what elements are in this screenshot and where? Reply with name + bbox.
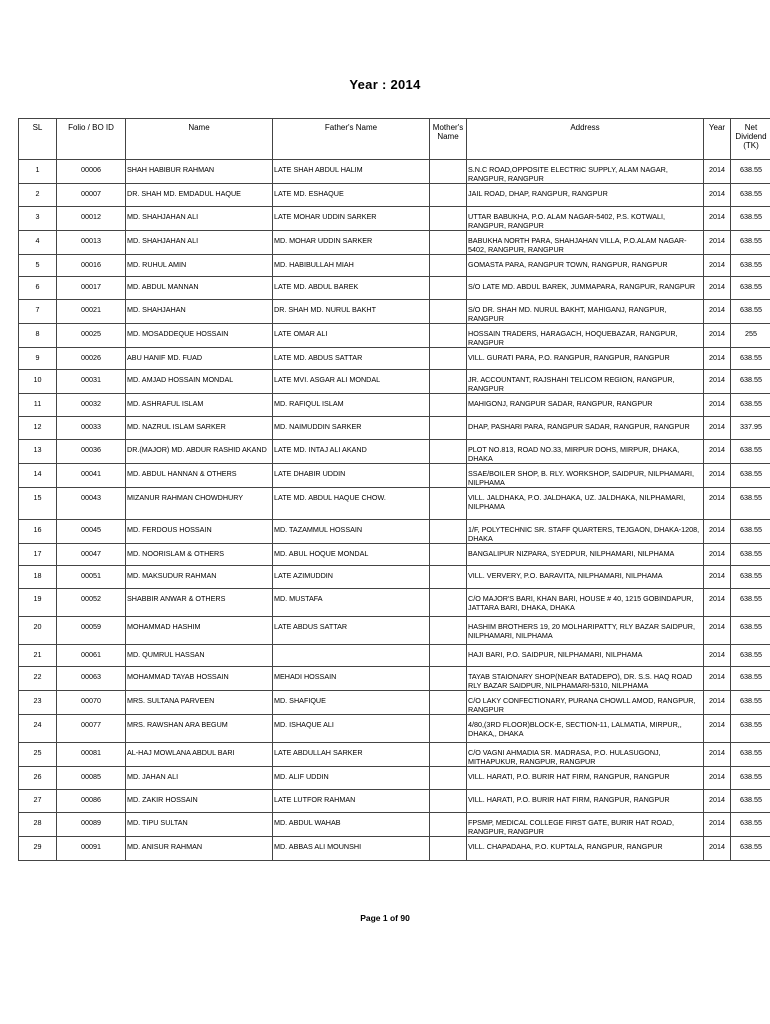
table-row [19, 370, 770, 394]
father-cell: MD. RAFIQUL ISLAM [273, 394, 430, 417]
father-cell: MD. MUSTAFA [273, 588, 430, 616]
address-cell: C/O MAJOR'S BARI, KHAN BARI, HOUSE # 40, 1215 GOBINDAPUR, JATTARA BARI, DHAKA, DHAKA [467, 588, 704, 616]
year-cell: 2014 [704, 463, 731, 487]
dividend-table [18, 118, 770, 861]
dividend-cell: 638.55 [731, 519, 770, 543]
sl-cell: 8 [19, 323, 57, 347]
table-row [19, 394, 770, 417]
address-cell: S.N.C ROAD,OPPOSITE ELECTRIC SUPPLY, ALAM NAGAR, RANGPUR, RANGPUR [467, 160, 704, 184]
sl-cell: 14 [19, 463, 57, 487]
year-cell: 2014 [704, 370, 731, 394]
dividend-cell: 638.55 [731, 644, 770, 667]
folio-cell: 00036 [57, 439, 126, 463]
name-cell: MD. TIPU SULTAN [126, 812, 273, 836]
table-row [19, 519, 770, 543]
name-cell: SHABBIR ANWAR & OTHERS [126, 588, 273, 616]
year-cell: 2014 [704, 789, 731, 812]
year-cell: 2014 [704, 299, 731, 323]
year-cell: 2014 [704, 767, 731, 790]
sl-cell: 3 [19, 206, 57, 230]
folio-cell: 00016 [57, 254, 126, 277]
table-row [19, 566, 770, 589]
sl-cell: 2 [19, 184, 57, 207]
father-cell: MD. SHAFIQUE [273, 691, 430, 715]
name-cell: MD. NOORISLAM & OTHERS [126, 543, 273, 566]
dividend-cell: 255 [731, 323, 770, 347]
year-cell: 2014 [704, 743, 731, 767]
name-cell: MIZANUR RAHMAN CHOWDHURY [126, 487, 273, 519]
year-cell: 2014 [704, 206, 731, 230]
father-cell: MD. ABUL HOQUE MONDAL [273, 543, 430, 566]
name-cell: MD. MOSADDEQUE HOSSAIN [126, 323, 273, 347]
dividend-cell: 638.55 [731, 230, 770, 254]
folio-cell: 00017 [57, 277, 126, 300]
father-cell: LATE MD. ABDUL HAQUE CHOW. [273, 487, 430, 519]
father-cell: DR. SHAH MD. NURUL BAKHT [273, 299, 430, 323]
table-row [19, 160, 770, 184]
address-cell: VILL. HARATI, P.O. BURIR HAT FIRM, RANGPUR, RANGPUR [467, 767, 704, 790]
mother-cell [430, 254, 467, 277]
year-cell: 2014 [704, 588, 731, 616]
sl-cell: 28 [19, 812, 57, 836]
father-cell: MD. ISHAQUE ALI [273, 715, 430, 743]
sl-cell: 10 [19, 370, 57, 394]
father-cell: LATE DHABIR UDDIN [273, 463, 430, 487]
sl-cell: 17 [19, 543, 57, 566]
dividend-cell: 638.55 [731, 160, 770, 184]
header-name: Name [126, 119, 273, 160]
sl-cell: 11 [19, 394, 57, 417]
sl-cell: 27 [19, 789, 57, 812]
dividend-cell: 638.55 [731, 206, 770, 230]
mother-cell [430, 743, 467, 767]
table-row [19, 715, 770, 743]
mother-cell [430, 370, 467, 394]
address-cell: VILL. JALDHAKA, P.O. JALDHAKA, UZ. JALDHAKA, NILPHAMARI, NILPHAMA [467, 487, 704, 519]
address-cell: VILL. HARATI, P.O. BURIR HAT FIRM, RANGPUR, RANGPUR [467, 789, 704, 812]
year-cell: 2014 [704, 487, 731, 519]
header-dividend: Net Dividend (TK) [731, 119, 770, 160]
mother-cell [430, 184, 467, 207]
name-cell: MRS. RAWSHAN ARA BEGUM [126, 715, 273, 743]
name-cell: MD. JAHAN ALI [126, 767, 273, 790]
table-header-row [19, 119, 770, 160]
folio-cell: 00070 [57, 691, 126, 715]
year-cell: 2014 [704, 347, 731, 370]
folio-cell: 00033 [57, 416, 126, 439]
table-row [19, 588, 770, 616]
name-cell: MD. ABDUL MANNAN [126, 277, 273, 300]
folio-cell: 00085 [57, 767, 126, 790]
sl-cell: 13 [19, 439, 57, 463]
folio-cell: 00063 [57, 667, 126, 691]
name-cell: SHAH HABIBUR RAHMAN [126, 160, 273, 184]
header-mother: Mother's Name [430, 119, 467, 160]
folio-cell: 00047 [57, 543, 126, 566]
mother-cell [430, 160, 467, 184]
father-cell: LATE ABDULLAH SARKER [273, 743, 430, 767]
sl-cell: 1 [19, 160, 57, 184]
mother-cell [430, 789, 467, 812]
mother-cell [430, 299, 467, 323]
header-folio: Folio / BO ID [57, 119, 126, 160]
sl-cell: 20 [19, 616, 57, 644]
name-cell: ABU HANIF MD. FUAD [126, 347, 273, 370]
mother-cell [430, 588, 467, 616]
table-row [19, 347, 770, 370]
table-row [19, 543, 770, 566]
address-cell: C/O LAKY CONFECTIONARY, PURANA CHOWLL AMOD, RANGPUR, RANGPUR [467, 691, 704, 715]
dividend-cell: 638.55 [731, 767, 770, 790]
dividend-cell: 638.55 [731, 616, 770, 644]
sl-cell: 25 [19, 743, 57, 767]
father-cell: LATE MOHAR UDDIN SARKER [273, 206, 430, 230]
dividend-cell: 638.55 [731, 439, 770, 463]
mother-cell [430, 347, 467, 370]
mother-cell [430, 767, 467, 790]
folio-cell: 00091 [57, 836, 126, 860]
dividend-cell: 638.55 [731, 789, 770, 812]
address-cell: VILL. CHAPADAHA, P.O. KUPTALA, RANGPUR, RANGPUR [467, 836, 704, 860]
mother-cell [430, 487, 467, 519]
address-cell: MAHIGONJ, RANGPUR SADAR, RANGPUR, RANGPUR [467, 394, 704, 417]
year-cell: 2014 [704, 812, 731, 836]
table-row [19, 812, 770, 836]
address-cell: UTTAR BABUKHA, P.O. ALAM NAGAR-5402, P.S. KOTWALI, RANGPUR, RANGPUR [467, 206, 704, 230]
table-row [19, 323, 770, 347]
year-cell: 2014 [704, 230, 731, 254]
father-cell: LATE MD. INTAJ ALI AKAND [273, 439, 430, 463]
dividend-cell: 638.55 [731, 743, 770, 767]
sl-cell: 22 [19, 667, 57, 691]
father-cell: MD. ABBAS ALI MOUNSHI [273, 836, 430, 860]
name-cell: AL-HAJ MOWLANA ABDUL BARI [126, 743, 273, 767]
table-row [19, 184, 770, 207]
sl-cell: 19 [19, 588, 57, 616]
sl-cell: 4 [19, 230, 57, 254]
year-cell: 2014 [704, 691, 731, 715]
dividend-cell: 638.55 [731, 254, 770, 277]
name-cell: MD. RUHUL AMIN [126, 254, 273, 277]
table-row [19, 277, 770, 300]
address-cell: S/O LATE MD. ABDUL BAREK, JUMMAPARA, RANGPUR, RANGPUR [467, 277, 704, 300]
mother-cell [430, 439, 467, 463]
folio-cell: 00059 [57, 616, 126, 644]
folio-cell: 00089 [57, 812, 126, 836]
dividend-cell: 638.55 [731, 394, 770, 417]
address-cell: HASHIM BROTHERS 19, 20 MOLHARIPATTY, RLY BAZAR SAIDPUR, NILPHAMARI, NILPHAMA [467, 616, 704, 644]
header-sl: SL [19, 119, 57, 160]
table-row [19, 836, 770, 860]
address-cell: VILL. VERVERY, P.O. BARAVITA, NILPHAMARI, NILPHAMA [467, 566, 704, 589]
sl-cell: 12 [19, 416, 57, 439]
name-cell: DR.(MAJOR) MD. ABDUR RASHID AKAND [126, 439, 273, 463]
folio-cell: 00012 [57, 206, 126, 230]
sl-cell: 18 [19, 566, 57, 589]
dividend-cell: 638.55 [731, 347, 770, 370]
address-cell: TAYAB STAIONARY SHOP(NEAR BATADEPO), DR. S.S. HAQ ROAD RLY BAZAR SAIDPUR, NILPHAMARI-5310, NILPHAMA [467, 667, 704, 691]
folio-cell: 00041 [57, 463, 126, 487]
dividend-cell: 638.55 [731, 277, 770, 300]
mother-cell [430, 519, 467, 543]
father-cell: LATE MD. ABDUL BAREK [273, 277, 430, 300]
address-cell: VILL. GURATI PARA, P.O. RANGPUR, RANGPUR, RANGPUR [467, 347, 704, 370]
father-cell: MD. ALIF UDDIN [273, 767, 430, 790]
dividend-cell: 337.95 [731, 416, 770, 439]
year-cell: 2014 [704, 836, 731, 860]
mother-cell [430, 566, 467, 589]
table-row [19, 743, 770, 767]
name-cell: MOHAMMAD HASHIM [126, 616, 273, 644]
father-cell: LATE SHAH ABDUL HALIM [273, 160, 430, 184]
sl-cell: 9 [19, 347, 57, 370]
address-cell: DHAP, PASHARI PARA, RANGPUR SADAR, RANGPUR, RANGPUR [467, 416, 704, 439]
sl-cell: 5 [19, 254, 57, 277]
father-cell: LATE AZIMUDDIN [273, 566, 430, 589]
sl-cell: 24 [19, 715, 57, 743]
table-row [19, 463, 770, 487]
name-cell: MD. SHAHJAHAN ALI [126, 206, 273, 230]
father-cell [273, 644, 430, 667]
year-cell: 2014 [704, 394, 731, 417]
name-cell: MD. ABDUL HANNAN & OTHERS [126, 463, 273, 487]
address-cell: HAJI BARI, P.O. SAIDPUR, NILPHAMARI, NILPHAMA [467, 644, 704, 667]
table-row [19, 254, 770, 277]
year-cell: 2014 [704, 543, 731, 566]
address-cell: PLOT NO.813, ROAD NO.33, MIRPUR DOHS, MIRPUR, DHAKA, DHAKA [467, 439, 704, 463]
folio-cell: 00025 [57, 323, 126, 347]
sl-cell: 6 [19, 277, 57, 300]
table-row [19, 299, 770, 323]
mother-cell [430, 715, 467, 743]
mother-cell [430, 416, 467, 439]
header-year: Year [704, 119, 731, 160]
year-cell: 2014 [704, 416, 731, 439]
folio-cell: 00013 [57, 230, 126, 254]
address-cell: C/O VAGNI AHMADIA SR. MADRASA, P.O. HULASUGONJ, MITHAPUKUR, RANGPUR, RANGPUR [467, 743, 704, 767]
address-cell: SSAE/BOILER SHOP, B. RLY. WORKSHOP, SAIDPUR, NILPHAMARI, NILPHAMA [467, 463, 704, 487]
mother-cell [430, 667, 467, 691]
folio-cell: 00021 [57, 299, 126, 323]
year-cell: 2014 [704, 254, 731, 277]
folio-cell: 00077 [57, 715, 126, 743]
father-cell: MD. ABDUL WAHAB [273, 812, 430, 836]
mother-cell [430, 323, 467, 347]
mother-cell [430, 691, 467, 715]
year-cell: 2014 [704, 160, 731, 184]
name-cell: MD. MAKSUDUR RAHMAN [126, 566, 273, 589]
year-cell: 2014 [704, 616, 731, 644]
dividend-cell: 638.55 [731, 299, 770, 323]
address-cell: HOSSAIN TRADERS, HARAGACH, HOQUEBAZAR, RANGPUR, RANGPUR [467, 323, 704, 347]
dividend-cell: 638.55 [731, 812, 770, 836]
dividend-cell: 638.55 [731, 543, 770, 566]
dividend-cell: 638.55 [731, 836, 770, 860]
mother-cell [430, 543, 467, 566]
folio-cell: 00026 [57, 347, 126, 370]
folio-cell: 00061 [57, 644, 126, 667]
sl-cell: 26 [19, 767, 57, 790]
folio-cell: 00045 [57, 519, 126, 543]
father-cell: LATE OMAR ALI [273, 323, 430, 347]
year-cell: 2014 [704, 277, 731, 300]
mother-cell [430, 463, 467, 487]
year-cell: 2014 [704, 439, 731, 463]
year-cell: 2014 [704, 566, 731, 589]
mother-cell [430, 644, 467, 667]
mother-cell [430, 616, 467, 644]
sl-cell: 7 [19, 299, 57, 323]
father-cell: MD. MOHAR UDDIN SARKER [273, 230, 430, 254]
father-cell: MEHADI HOSSAIN [273, 667, 430, 691]
folio-cell: 00006 [57, 160, 126, 184]
year-cell: 2014 [704, 667, 731, 691]
year-cell: 2014 [704, 519, 731, 543]
address-cell: GOMASTA PARA, RANGPUR TOWN, RANGPUR, RANGPUR [467, 254, 704, 277]
folio-cell: 00051 [57, 566, 126, 589]
name-cell: DR. SHAH MD. EMDADUL HAQUE [126, 184, 273, 207]
table-row [19, 416, 770, 439]
name-cell: MD. NAZRUL ISLAM SARKER [126, 416, 273, 439]
year-cell: 2014 [704, 644, 731, 667]
header-father: Father's Name [273, 119, 430, 160]
dividend-cell: 638.55 [731, 566, 770, 589]
mother-cell [430, 206, 467, 230]
table-row [19, 487, 770, 519]
name-cell: MRS. SULTANA PARVEEN [126, 691, 273, 715]
address-cell: 4/80,(3RD FLOOR)BLOCK-E, SECTION-11, LALMATIA, MIRPUR,, DHAKA,, DHAKA [467, 715, 704, 743]
name-cell: MD. ANISUR RAHMAN [126, 836, 273, 860]
folio-cell: 00032 [57, 394, 126, 417]
dividend-cell: 638.55 [731, 487, 770, 519]
dividend-cell: 638.55 [731, 370, 770, 394]
mother-cell [430, 394, 467, 417]
name-cell: MD. SHAHJAHAN [126, 299, 273, 323]
folio-cell: 00031 [57, 370, 126, 394]
address-cell: S/O DR. SHAH MD. NURUL BAKHT, MAHIGANJ, RANGPUR, RANGPUR [467, 299, 704, 323]
mother-cell [430, 836, 467, 860]
header-address: Address [467, 119, 704, 160]
sl-cell: 16 [19, 519, 57, 543]
table-row [19, 439, 770, 463]
dividend-cell: 638.55 [731, 667, 770, 691]
table-row [19, 616, 770, 644]
dividend-cell: 638.55 [731, 463, 770, 487]
name-cell: MD. QUMRUL HASSAN [126, 644, 273, 667]
address-cell: JR. ACCOUNTANT, RAJSHAHI TELICOM REGION, RANGPUR, RANGPUR [467, 370, 704, 394]
name-cell: MOHAMMAD TAYAB HOSSAIN [126, 667, 273, 691]
name-cell: MD. FERDOUS HOSSAIN [126, 519, 273, 543]
dividend-cell: 638.55 [731, 184, 770, 207]
address-cell: FPSMP, MEDICAL COLLEGE FIRST GATE, BURIR HAT ROAD, RANGPUR, RANGPUR [467, 812, 704, 836]
dividend-cell: 638.55 [731, 715, 770, 743]
folio-cell: 00043 [57, 487, 126, 519]
table-row [19, 667, 770, 691]
year-cell: 2014 [704, 715, 731, 743]
name-cell: MD. ASHRAFUL ISLAM [126, 394, 273, 417]
father-cell: LATE LUTFOR RAHMAN [273, 789, 430, 812]
table-row [19, 789, 770, 812]
table-row [19, 691, 770, 715]
table-body [19, 160, 770, 861]
sl-cell: 15 [19, 487, 57, 519]
name-cell: MD. SHAHJAHAN ALI [126, 230, 273, 254]
table-row [19, 206, 770, 230]
name-cell: MD. AMJAD HOSSAIN MONDAL [126, 370, 273, 394]
table-row [19, 230, 770, 254]
mother-cell [430, 230, 467, 254]
folio-cell: 00081 [57, 743, 126, 767]
folio-cell: 00086 [57, 789, 126, 812]
year-cell: 2014 [704, 184, 731, 207]
dividend-cell: 638.55 [731, 588, 770, 616]
page-footer: Page 1 of 90 [360, 913, 410, 923]
address-cell: BABUKHA NORTH PARA, SHAHJAHAN VILLA, P.O.ALAM NAGAR-5402, RANGPUR, RANGPUR [467, 230, 704, 254]
sl-cell: 21 [19, 644, 57, 667]
mother-cell [430, 812, 467, 836]
father-cell: LATE MD. ABDUS SATTAR [273, 347, 430, 370]
father-cell: LATE MD. ESHAQUE [273, 184, 430, 207]
father-cell: MD. NAIMUDDIN SARKER [273, 416, 430, 439]
father-cell: MD. HABIBULLAH MIAH [273, 254, 430, 277]
father-cell: LATE MVI. ASGAR ALI MONDAL [273, 370, 430, 394]
father-cell: MD. TAZAMMUL HOSSAIN [273, 519, 430, 543]
folio-cell: 00052 [57, 588, 126, 616]
name-cell: MD. ZAKIR HOSSAIN [126, 789, 273, 812]
address-cell: JAIL ROAD, DHAP, RANGPUR, RANGPUR [467, 184, 704, 207]
folio-cell: 00007 [57, 184, 126, 207]
table-row [19, 767, 770, 790]
father-cell: LATE ABDUS SATTAR [273, 616, 430, 644]
page-title: Year : 2014 [349, 77, 421, 92]
sl-cell: 23 [19, 691, 57, 715]
address-cell: 1/F, POLYTECHNIC SR. STAFF QUARTERS, TEJGAON, DHAKA-1208, DHAKA [467, 519, 704, 543]
table-row [19, 644, 770, 667]
address-cell: BANGALIPUR NIZPARA, SYEDPUR, NILPHAMARI, NILPHAMA [467, 543, 704, 566]
dividend-cell: 638.55 [731, 691, 770, 715]
mother-cell [430, 277, 467, 300]
year-cell: 2014 [704, 323, 731, 347]
sl-cell: 29 [19, 836, 57, 860]
